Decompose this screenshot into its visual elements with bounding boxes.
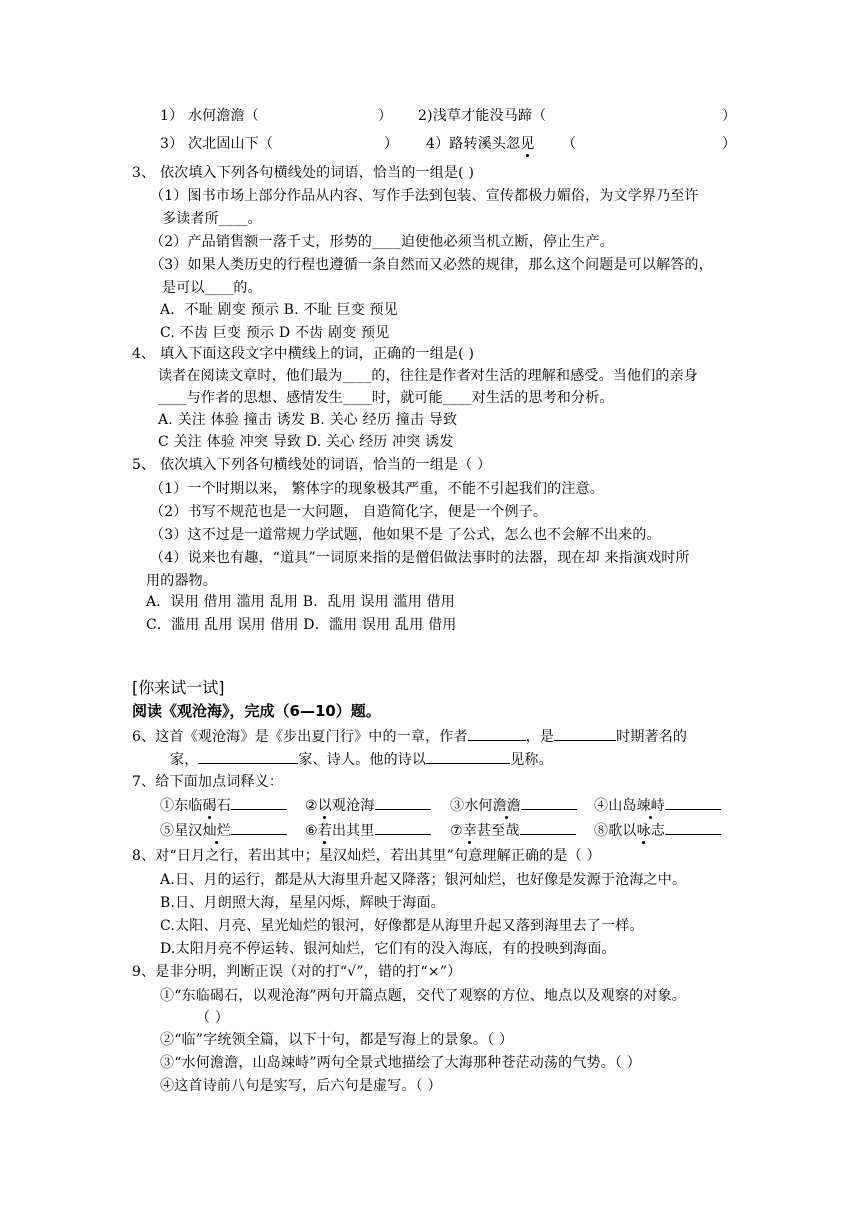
q7-item-suffix: 甚至哉	[476, 823, 520, 839]
q9-item-3: ③“水何澹澹，山岛竦峙”两句全景式地描绘了大海那种苍茫动荡的气势。（ ）	[160, 1055, 641, 1071]
q2-item-1-text: 1） 水何澹澹（	[160, 108, 259, 124]
q5-sentence-2: （2）书写不规范也是一大问题， 自造简化字，便是一个例子。	[150, 504, 548, 520]
q6-blank-role	[198, 749, 298, 764]
q3-option-cd: C. 不齿 巨变 预示 D 不齿 剧变 预见	[160, 325, 390, 341]
q5-option-ab: A．误用 借用 滥用 乱用 B．乱用 误用 滥用 借用	[146, 594, 455, 610]
q2-item-4-open: （	[562, 136, 577, 152]
q7-item	[594, 795, 721, 816]
q3-sentence-1b: 多读者所____。	[162, 211, 262, 227]
q6-text-6: 见称。	[510, 752, 553, 768]
q7-item	[450, 820, 576, 841]
q2-item-1-close: ）	[378, 108, 393, 124]
q7-item-prefix: ⑤星汉	[160, 823, 203, 839]
q7-item-prefix: ⑦	[450, 823, 463, 839]
q7-stem: 7、给下面加点词释义：	[132, 774, 284, 790]
q8-option-b: B.日、月朗照大海，星星闪烁，辉映于海面。	[160, 895, 445, 911]
q2-item-4-text: 4）路转溪头忽	[426, 136, 521, 152]
q3-option-ab: A．不耻 剧变 预示 B. 不耻 巨变 预见	[160, 302, 398, 318]
q6-line-1	[132, 726, 687, 747]
q8-stem: 8、对“日月之行，若出其中；星汉灿烂，若出其里”句意理解正确的是（ ）	[132, 848, 601, 864]
q6-blank-style	[426, 749, 510, 764]
q6-text-3: 时期著名的	[616, 729, 688, 745]
q7-item-dotted-word: 碣	[202, 798, 217, 814]
q5-sentence-4a: （4）说来也有趣，“道具”一词原来指的是僧侣做法事时的法器，现在却 来指演戏时所	[150, 550, 690, 566]
q9-item-1b: （ ）	[196, 1010, 230, 1026]
q6-text-4: 家，	[170, 752, 199, 768]
q8-option-d: D.太阳月亮不停运转、银河灿烂，它们有的没入海底，有的投映到海面。	[160, 941, 616, 957]
q2-item-3: 3） 次北固山下（	[160, 136, 274, 152]
q3-sentence-3b: 是可以____的。	[162, 280, 262, 296]
q7-item-dotted-word: 若	[317, 823, 332, 839]
section-title: 阅读《观沧海》，完成（6—10）题。	[132, 702, 381, 720]
q3-sentence-3a: （3）如果人类历史的行程也遵循一条自然而又必然的规律，那么这个问题是可以解答的，	[150, 257, 713, 273]
q7-answer-blank[interactable]	[375, 795, 431, 810]
q7-item-prefix: ⑥	[305, 823, 318, 839]
q3-sentence-1a: （1）图书市场上部分作品从内容、写作手法到包装、宣传都极力媚俗，为文学界乃至许	[150, 188, 699, 204]
q5-sentence-1: （1）一个时期以来， 繁体字的现象极其严重，不能不引起我们的注意。	[150, 481, 604, 497]
q2-item-4	[426, 134, 535, 154]
q6-text-5: 家、诗人。他的诗以	[298, 752, 427, 768]
q6-blank-author	[468, 726, 526, 741]
q7-answer-blank[interactable]	[231, 820, 287, 835]
q4-option-ab: A. 关注 体验 撞击 诱发 B. 关心 经历 撞击 导致	[158, 412, 458, 428]
q2-item-4-close: ）	[722, 136, 737, 152]
q7-item-prefix: ②	[305, 798, 318, 814]
q6-text-2: ，是	[525, 729, 555, 745]
q7-item-suffix: 观沧海	[331, 798, 375, 814]
q7-item-dotted-word: 灿烂	[202, 823, 232, 839]
q7-item	[305, 795, 431, 816]
q7-item-dotted-word: 咏	[636, 823, 651, 839]
q7-item-dotted-word: 澹澹	[492, 798, 522, 814]
q5-option-cd: C．滥用 乱用 误用 借用 D．滥用 误用 乱用 借用	[146, 617, 457, 633]
q9-item-2: ②“临”字统领全篇，以下十句，都是写海上的景象。（ ）	[160, 1032, 514, 1048]
q8-option-c: C.太阳、月亮、星光灿烂的银河，好像都是从海里升起又落到海里去了一样。	[160, 918, 644, 934]
q7-answer-blank[interactable]	[521, 795, 577, 810]
q9-item-1a: ①“东临碣石，以观沧海”两句开篇点题，交代了观察的方位、地点以及观察的对象。	[160, 988, 686, 1004]
q7-answer-blank[interactable]	[665, 820, 721, 835]
q9-stem: 9、是非分明，判断正误（对的打“√”，错的打“×”）	[132, 964, 462, 980]
q7-item-dotted-word: 以	[317, 798, 332, 814]
q7-item	[160, 795, 287, 816]
q9-item-4: ④这首诗前八句是实写，后六句是虚写。（ ）	[160, 1078, 442, 1094]
q7-item-prefix: ④山岛	[594, 798, 637, 814]
q7-item-prefix: ①东临	[160, 798, 203, 814]
q7-item	[305, 820, 431, 841]
q5-sentence-4b: 用的器物。	[146, 573, 217, 589]
section-bracket-title: [你来试一试]	[132, 678, 225, 697]
q6-blank-period	[554, 726, 616, 741]
q7-answer-blank[interactable]	[231, 795, 287, 810]
q7-item-prefix: ③水何	[450, 798, 493, 814]
q2-item-2: 2)浅草才能没马蹄（	[418, 108, 547, 124]
q5-stem: 5、 依次填入下列各句横线处的词语，恰当的一组是（ ）	[132, 457, 492, 473]
q7-item-suffix: 志	[650, 823, 666, 839]
q4-stem: 4、 填入下面这段文字中横线上的词，正确的一组是( )	[132, 346, 475, 362]
q2-item-1	[160, 106, 259, 126]
q4-option-cd: C 关注 体验 冲突 导致 D. 关心 经历 冲突 诱发	[158, 434, 454, 450]
q7-item-prefix: ⑧歌以	[594, 823, 637, 839]
q4-paragraph-1: 读者在阅读文章时，他们最为____的，往往是作者对生活的理解和感受。当他们的亲身	[158, 368, 698, 384]
q7-item	[160, 820, 287, 841]
q8-option-a: A.日、月的运行，都是从大海里升起又降落；银河灿烂，也好像是发源于沧海之中。	[160, 872, 687, 888]
q7-answer-blank[interactable]	[375, 820, 431, 835]
q7-answer-blank[interactable]	[520, 820, 576, 835]
q3-stem: 3、 依次填入下列各句横线处的词语，恰当的一组是( )	[132, 165, 475, 181]
q7-item	[594, 820, 721, 841]
q6-text-1: 6、这首《观沧海》是《步出夏门行》中的一章，作者	[132, 729, 468, 745]
q6-line-2	[170, 749, 553, 770]
q7-answer-blank[interactable]	[665, 795, 721, 810]
q2-item-3-close: ）	[384, 136, 399, 152]
q3-sentence-2: （2）产品销售额一落千丈，形势的____迫使他必须当机立断，停止生产。	[150, 234, 614, 250]
q2-item-4-dotted-char: 见	[520, 136, 535, 152]
q7-item-dotted-word: 幸	[462, 823, 477, 839]
q7-item-suffix: 石	[216, 798, 232, 814]
q2-item-2-close: ）	[722, 108, 737, 124]
q4-paragraph-2: ____与作者的思想、感情发生____时，就可能____对生活的思考和分析。	[158, 390, 614, 406]
q5-sentence-3: （3）这不过是一道常规力学试题，他如果不是 了公式，怎么也不会解不出来的。	[150, 527, 661, 543]
q7-item-suffix: 出其里	[331, 823, 375, 839]
q7-item	[450, 795, 577, 816]
q7-item-dotted-word: 竦峙	[636, 798, 666, 814]
